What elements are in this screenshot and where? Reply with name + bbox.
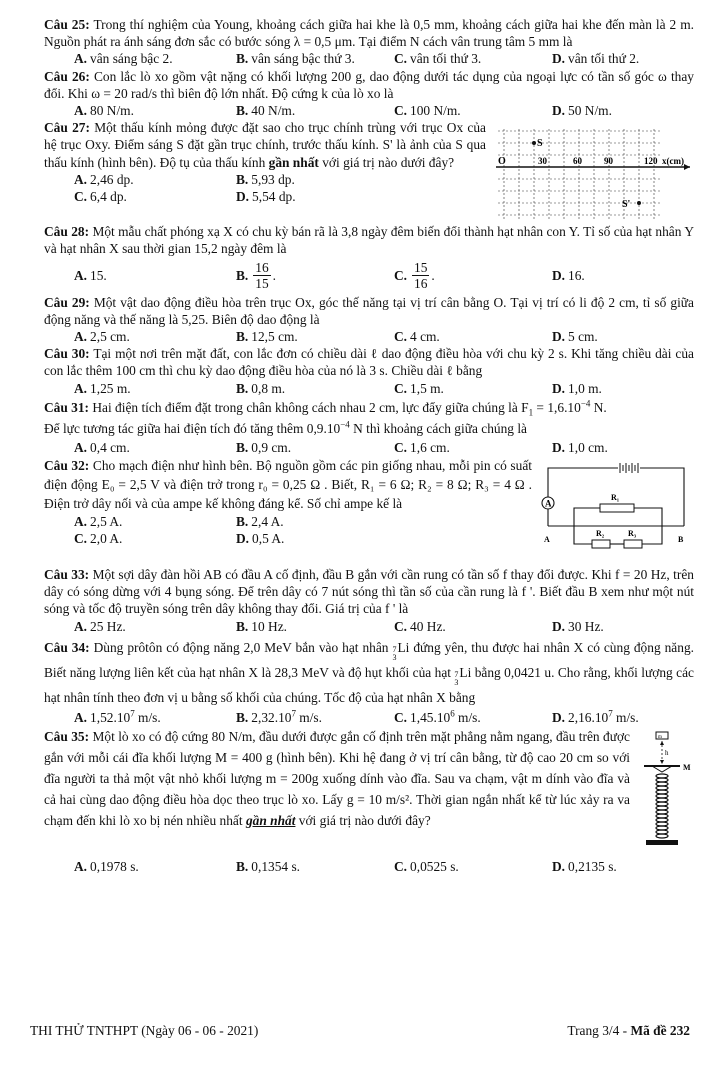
question-body: Li đứng yên, thu được hai nhân X có cùng động năng. Biết năng lượng liên kết của hạt nhân X là 28,3 MeV và độ hụt khối của hạt: [44, 639, 694, 680]
arrow-down-icon: [660, 760, 664, 764]
option-text: 0,5 A.: [252, 531, 285, 547]
option-text: 10 Hz.: [251, 618, 287, 634]
subscript: 1: [528, 407, 534, 418]
option-letter: B.: [236, 103, 249, 119]
option-text: 1,5 m.: [410, 380, 444, 396]
question-body: Một mẫu chất phóng xạ X có chu kỳ bán rã là 3,8 ngày đêm biến đổi thành hạt nhân con Y. Tỉ số của hạt nhân Y và hạt nhân X sau thời gian 15,2 ngày đêm là: [44, 224, 694, 257]
option-c[interactable]: [360, 50, 518, 67]
option-letter: C.: [394, 329, 408, 345]
option-c[interactable]: [360, 328, 518, 345]
height-label: h: [665, 749, 669, 758]
option-letter: A.: [74, 859, 88, 875]
question-body: Một thấu kính mỏng được đặt sao cho trục chính trùng với trục Ox của hệ trục Oxy. Điểm sáng S đặt gần trục chính, trước thấu kính. S' là ảnh của S qua thấu kính (hình bên). Độ tụ của thấu kính: [44, 120, 487, 170]
options-row: [44, 260, 694, 291]
option-a[interactable]: [44, 513, 202, 530]
option-d[interactable]: [518, 618, 676, 635]
fraction: [412, 260, 429, 291]
mass-number: 7: [454, 669, 459, 679]
options-row: [44, 50, 694, 67]
option-letter: A.: [74, 514, 88, 530]
question-30-text: [44, 345, 694, 379]
options-row: [44, 858, 694, 875]
option-text: 40 Hz.: [410, 618, 446, 634]
question-28: [44, 223, 694, 290]
option-letter: C.: [394, 618, 408, 634]
option-c[interactable]: [360, 709, 518, 726]
question-28-text: [44, 223, 694, 257]
tick-label: 30: [538, 156, 547, 167]
question-body: Một sợi dây đàn hồi AB có đầu A cố định, đầu B gắn với cần rung có tần số f thay đổi được. Khi f = 20 Hz, trên dây có sóng dừng với 4 bụng sóng. Để trên dây có 7 nút sóng thì tần số của cần rung là f '. Biết đầu B xem như một nút sóng và tốc độ truyền sóng trên dây không thay đổi. Giá trị của f ' là: [44, 567, 694, 617]
question-body: Trong thí nghiệm của Young, khoảng cách giữa hai khe là 0,5 mm, khoảng cách giữa hai khe đến màn là 2 m. Nguồn phát ra ánh sáng đơn sắc có bước sóng λ = 0,5 μm. Tại điểm N cách vân trung tâm 5 mm là: [44, 17, 695, 50]
option-text: 5,54 dp.: [252, 189, 296, 205]
question-27: [44, 119, 694, 223]
option-b[interactable]: [202, 439, 360, 456]
option-letter: B.: [236, 859, 249, 875]
option-text: 1,0 cm.: [568, 439, 608, 455]
exponent: 7: [291, 708, 296, 719]
option-b[interactable]: [202, 513, 360, 530]
spring-disk-figure: [638, 730, 694, 858]
option-d[interactable]: [518, 102, 676, 119]
question-25: [44, 16, 694, 68]
question-body: Li bằng 0,0421 u. Cho rằng, khối lượng các hạt nhân tính theo đơn vị u bằng số khối của chúng. Tốc độ của hạt nhân X bằng: [44, 664, 694, 705]
image-label: S': [622, 199, 631, 211]
question-29-text: [44, 294, 694, 328]
option-text: vân sáng bậc thứ 3.: [251, 51, 355, 67]
question-body: = 1,6.10: [533, 399, 581, 415]
option-letter: D.: [236, 531, 250, 547]
question-33-text: [44, 566, 694, 618]
nuclide-numbers: [392, 646, 396, 662]
question-32-body: [44, 456, 532, 566]
option-text: 0,9 cm.: [251, 439, 292, 455]
option-letter: C.: [394, 103, 408, 119]
tick-label: 60: [573, 156, 582, 167]
origin-label: O: [498, 156, 506, 168]
option-text: 100 N/m.: [410, 103, 461, 119]
option-letter: C.: [394, 51, 408, 67]
atomic-number: 3: [392, 652, 397, 662]
option-d[interactable]: [518, 260, 676, 291]
option-text: vân tối thứ 3.: [410, 51, 482, 67]
emphasis: gần nhất: [268, 154, 319, 170]
denominator: 16: [414, 275, 428, 291]
option-letter: D.: [552, 329, 566, 345]
source-label: S: [537, 138, 543, 150]
options-row: [44, 171, 486, 188]
option-letter: C.: [394, 439, 408, 455]
option-unit: m/s.: [612, 709, 639, 725]
page-indicator: [567, 1022, 690, 1039]
option-text: 1,25 m.: [90, 380, 131, 396]
atomic-number: 3: [454, 677, 459, 687]
option-b[interactable]: [202, 171, 360, 188]
option-mantissa: 1,45.10: [410, 709, 451, 725]
option-text: 80 N/m.: [90, 103, 134, 119]
options-row: [44, 328, 694, 345]
option-text: 2,5 cm.: [90, 329, 130, 345]
spring-icon: [656, 774, 668, 838]
question-label: Câu 29:: [44, 294, 90, 310]
question-34: [44, 637, 694, 726]
option-text: 2,46 dp.: [90, 171, 134, 187]
question-26: [44, 68, 694, 120]
exam-page: [44, 16, 694, 875]
option-a[interactable]: [44, 102, 202, 119]
question-35-wrap: [44, 726, 694, 858]
option-text: 0,2135 s.: [568, 859, 617, 875]
question-label: Câu 30:: [44, 346, 90, 362]
page-number: Trang 3/4 -: [567, 1023, 631, 1038]
options-row: [44, 513, 532, 530]
ground-base: [646, 840, 678, 845]
exam-code: Mã đề 232: [630, 1023, 690, 1038]
option-letter: D.: [236, 189, 250, 205]
arrow-up-icon: [660, 741, 664, 745]
option-text: 12,5 cm.: [251, 329, 298, 345]
question-body-tail: với giá trị nào dưới đây?: [318, 154, 455, 170]
option-letter: D.: [552, 267, 566, 283]
option-letter: B.: [236, 439, 249, 455]
r3-label: R₃: [628, 529, 637, 539]
question-27-body: [44, 119, 486, 223]
battery-icon: [620, 463, 638, 473]
option-unit: m/s.: [134, 709, 161, 725]
numerator: 15: [414, 259, 428, 275]
option-letter: D.: [552, 859, 566, 875]
option-letter: A.: [74, 380, 88, 396]
option-c[interactable]: [44, 188, 202, 205]
option-c[interactable]: [44, 530, 202, 547]
option-text: 2,4 A.: [251, 514, 284, 530]
option-letter: D.: [552, 618, 566, 634]
question-body: Một lò xo có độ cứng 80 N/m, đầu dưới được gắn cố định trên mặt phẳng nằm ngang, đầu trên được gắn với mỗi cái đĩa khối lượng M = 400 g (hình bên). Khi hệ đang ở vị trí cân bằng, từ độ cao 20 cm so với đĩa người ta thả một vật nhỏ khối lượng m = 200g xuống dính vào đĩa. Sau va chạm, vật m dính vào đĩa và cả hai cùng dao động điều hòa dọc theo trục lò xo. Lấy g = 10 m/s². Thời gian ngắn nhất kể từ lúc xảy ra va chạm đến khi lò xo bị nén nhiều nhất: [44, 729, 630, 829]
option-b[interactable]: [202, 102, 360, 119]
node-a-label: A: [544, 535, 550, 545]
axis-arrow: [684, 164, 690, 170]
option-letter: C.: [394, 859, 408, 875]
question-body: Tại một nơi trên mặt đất, con lắc đơn có chiều dài ℓ dao động điều hòa với chu kỳ 2 s. Khi tăng chiều dài của con lắc thêm 100 cm thì chu kỳ dao động điều hòa của nó là 3 s. Chiều dài ℓ bằng: [44, 346, 694, 379]
options-row: [44, 439, 694, 456]
option-a[interactable]: [44, 328, 202, 345]
exponent: 7: [608, 708, 613, 719]
option-letter: D.: [552, 380, 566, 396]
question-27-text: [44, 119, 486, 171]
option-letter: A.: [74, 103, 88, 119]
option-letter: B.: [236, 51, 249, 67]
option-letter: B.: [236, 709, 249, 725]
exponent: −4: [340, 419, 350, 430]
source-point: [532, 141, 536, 145]
option-letter: D.: [552, 103, 566, 119]
option-c[interactable]: C. $\frac{15}{16}$ .: [394, 259, 435, 291]
option-a[interactable]: [44, 618, 202, 635]
option-a[interactable]: [44, 380, 202, 397]
options-row: [44, 102, 694, 119]
question-body: Cho mạch điện như hình bên. Bộ nguồn gồm các pin giống nhau, mỗi pin có suất điện động E₀ = 2,5 V và điện trở trong r₀ = 0,25 Ω . Biết, R₁ = 6 Ω; R₂ = 8 Ω; R₃ = 4 Ω . Điện trở dây nối và của ampe kế không đáng kể. Số chỉ ampe kế là: [44, 458, 532, 512]
option-a[interactable]: [44, 439, 202, 456]
option-text: 40 N/m.: [251, 103, 296, 119]
image-point: [637, 201, 641, 205]
option-text: 0,1978 s.: [90, 859, 139, 875]
option-text: 1,0 m.: [568, 380, 602, 396]
option-unit: m/s.: [454, 709, 481, 725]
option-text: 50 N/m.: [568, 103, 612, 119]
question-label: Câu 31:: [44, 399, 90, 415]
exponent: 6: [450, 708, 455, 719]
option-d[interactable]: [518, 858, 676, 875]
option-letter: D.: [552, 709, 566, 725]
option-letter: A.: [74, 709, 88, 725]
option-b[interactable]: [202, 328, 360, 345]
numerator: 16: [255, 259, 269, 275]
option-unit: m/s.: [295, 709, 322, 725]
option-letter: B.: [236, 267, 249, 283]
option-text: 4 cm.: [410, 329, 440, 345]
option-a[interactable]: [44, 171, 202, 188]
question-31: [44, 397, 694, 456]
axis-label: x(cm): [662, 156, 684, 167]
option-letter: D.: [552, 51, 566, 67]
option-c[interactable]: [360, 102, 518, 119]
option-letter: B.: [236, 514, 249, 530]
option-text: 16.: [568, 267, 585, 283]
option-text: 2,5 A.: [90, 514, 123, 530]
question-34-text: [44, 637, 694, 709]
option-mantissa: 2,16.10: [568, 709, 609, 725]
option-text: vân tối thứ 2.: [568, 51, 640, 67]
question-29: [44, 294, 694, 346]
question-label: Câu 33:: [44, 567, 90, 583]
option-d[interactable]: [518, 328, 676, 345]
question-25-text: [44, 16, 694, 50]
emphasis: gần nhất: [245, 813, 296, 829]
circuit-figure: [538, 462, 694, 566]
option-b[interactable]: B. $\frac{16}{15}$ .: [236, 259, 277, 291]
option-d[interactable]: [518, 439, 676, 456]
option-text: 0,1354 s.: [251, 859, 301, 875]
option-b[interactable]: [202, 858, 360, 875]
option-letter: A.: [74, 267, 88, 283]
option-text: 6,4 dp.: [90, 189, 127, 205]
question-label: Câu 32:: [44, 458, 90, 474]
resistor-r3: [624, 540, 642, 548]
option-text: 25 Hz.: [90, 618, 126, 634]
question-35: [44, 726, 694, 875]
option-b[interactable]: [202, 50, 360, 67]
option-letter: B.: [236, 171, 249, 187]
option-letter: B.: [236, 618, 249, 634]
question-body: N thì khoảng cách giữa chúng là: [349, 420, 528, 436]
option-letter: B.: [236, 329, 249, 345]
nuclide-numbers: [454, 671, 458, 687]
question-label: Câu 26:: [44, 68, 90, 84]
grid-lines: [498, 129, 662, 219]
question-26-text: [44, 68, 694, 102]
option-d[interactable]: [518, 380, 676, 397]
option-c[interactable]: [360, 380, 518, 397]
question-body: Một vật dao động điều hòa trên trục Ox, góc thế năng tại vị trí cân bằng O. Tại vị trí có li độ 2 cm, tỉ số giữa động năng và thế năng là 5,25. Biên độ dao động là: [44, 294, 694, 327]
disk-label: M: [683, 763, 691, 773]
option-text: 1,6 cm.: [410, 439, 450, 455]
option-letter: A.: [74, 439, 88, 455]
exponent: 7: [130, 708, 135, 719]
option-mantissa: 1,52.10: [90, 709, 131, 725]
option-text: 0,8 m.: [251, 380, 286, 396]
option-text: 5,93 dp.: [251, 171, 295, 187]
option-letter: A.: [74, 171, 88, 187]
tick-label: 90: [604, 156, 613, 167]
exam-title: THI THỬ TNTHPT (Ngày 06 - 06 - 2021): [30, 1023, 259, 1038]
option-text: 0,0525 s.: [410, 859, 459, 875]
option-letter: A.: [74, 618, 88, 634]
options-row: [44, 709, 694, 726]
option-mantissa: 2,32.10: [251, 709, 292, 725]
option-letter: C.: [74, 531, 88, 547]
question-label: Câu 28:: [44, 224, 90, 240]
question-label: Câu 34:: [44, 639, 90, 655]
option-a[interactable]: [44, 709, 202, 726]
question-label: Câu 35:: [44, 729, 90, 745]
question-label: Câu 27:: [44, 120, 90, 136]
option-text: 15.: [90, 267, 107, 283]
option-b[interactable]: [202, 618, 360, 635]
option-letter: C.: [394, 380, 408, 396]
tick-label: 120: [644, 156, 658, 167]
options-row: [44, 530, 532, 547]
option-letter: C.: [74, 189, 88, 205]
lens-grid-figure: [494, 121, 694, 223]
question-32-text: [44, 456, 532, 513]
question-body: Dùng prôtôn có động năng 2,0 MeV bắn vào hạt nhân: [93, 639, 393, 655]
option-text: vân sáng bậc 2.: [90, 51, 173, 67]
option-text: 0,4 cm.: [90, 439, 130, 455]
ammeter-label: A: [545, 498, 552, 509]
resistor-r1: [600, 504, 634, 512]
question-32: [44, 456, 694, 566]
option-text: 30 Hz.: [568, 618, 604, 634]
small-mass-label: m: [658, 735, 662, 741]
question-33: [44, 566, 694, 635]
question-body: Con lắc lò xo gồm vật nặng có khối lượng 200 g, dao động dưới tác dụng của ngoại lực có tần số góc ω thay đổi. Khi ω = 20 rad/s thì biên độ lớn nhất. Độ cứng k của lò xo là: [44, 68, 694, 101]
options-row: [44, 618, 694, 635]
question-body-tail: với giá trị nào dưới đây?: [295, 813, 431, 829]
question-30: [44, 345, 694, 397]
r2-label: R₂: [596, 529, 605, 539]
option-letter: C.: [394, 709, 408, 725]
question-body: Hai điện tích điểm đặt trong chân không cách nhau 2 cm, lực đẩy giữa chúng là F: [92, 399, 529, 415]
denominator: 15: [255, 275, 269, 291]
question-body: N.: [590, 399, 607, 415]
options-row: [44, 188, 486, 205]
question-35-text: [44, 726, 630, 858]
option-c[interactable]: [360, 858, 518, 875]
option-a[interactable]: [44, 50, 202, 67]
mass-number: 7: [392, 644, 397, 654]
exponent: −4: [580, 398, 591, 409]
option-letter: C.: [394, 267, 408, 283]
option-a[interactable]: [44, 260, 202, 291]
resistor-r2: [592, 540, 610, 548]
option-letter: A.: [74, 51, 88, 67]
node-b-label: B: [678, 535, 684, 545]
options-row: [44, 380, 694, 397]
option-letter: B.: [236, 380, 249, 396]
option-letter: A.: [74, 329, 88, 345]
option-d[interactable]: [518, 709, 676, 726]
option-text: 5 cm.: [568, 329, 598, 345]
page-footer: [30, 1022, 690, 1039]
option-c[interactable]: [360, 439, 518, 456]
option-b[interactable]: [202, 380, 360, 397]
option-b[interactable]: [202, 709, 360, 726]
question-31-text: [44, 397, 694, 439]
question-label: Câu 25:: [44, 17, 90, 32]
option-d[interactable]: [202, 530, 360, 547]
option-c[interactable]: [360, 618, 518, 635]
option-a[interactable]: [44, 858, 202, 875]
question-body: Để lực tương tác giữa hai điện tích đó tăng thêm 0,9.10: [44, 420, 341, 436]
option-d[interactable]: [202, 188, 360, 205]
option-d[interactable]: [518, 50, 676, 67]
option-letter: D.: [552, 439, 566, 455]
fraction: [253, 260, 270, 291]
r1-label: R₁: [611, 493, 620, 503]
option-text: 2,0 A.: [90, 531, 123, 547]
